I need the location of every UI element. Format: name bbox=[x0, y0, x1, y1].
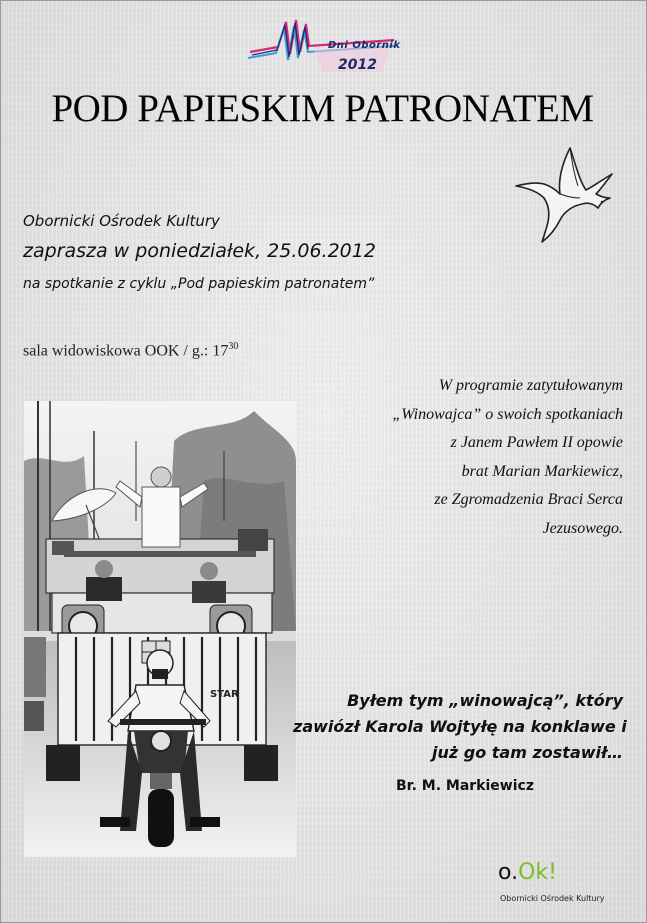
quote-author: Br. M. Markiewicz bbox=[396, 778, 534, 794]
logo-line-1: Dni Obornik bbox=[328, 40, 401, 51]
dove-icon bbox=[514, 146, 614, 246]
event-subtitle: na spotkanie z cyklu „Pod papieskim patronatem” bbox=[23, 276, 375, 292]
quote-line: już go tam zostawił… bbox=[432, 743, 623, 762]
program-line: z Janem Pawłem II opowie bbox=[450, 434, 623, 451]
venue-time-minutes: 30 bbox=[228, 341, 239, 352]
program-line: ze Zgromadzenia Braci Serca bbox=[434, 491, 623, 508]
pope-motorcade-photo bbox=[24, 401, 296, 857]
page-title: POD PAPIESKIM PATRONATEM bbox=[51, 87, 594, 130]
program-line: „Winowajca” o swoich spotkaniach bbox=[392, 405, 623, 423]
logo-year: 2012 bbox=[338, 57, 377, 73]
venue-time bbox=[23, 341, 238, 360]
ook-logo-prefix: o. bbox=[498, 860, 519, 885]
program-line: brat Marian Markiewicz, bbox=[461, 462, 623, 480]
organizer-name: Obornicki Ośrodek Kultury bbox=[23, 212, 220, 230]
quote-line: zawiózł Karola Wojtyłę na konklawe i bbox=[293, 717, 627, 736]
invitation-line: zaprasza w poniedziałek, 25.06.2012 bbox=[23, 240, 376, 262]
venue-text: sala widowiskowa OOK / g.: 17 bbox=[23, 342, 229, 360]
ook-logo-highlight: Ok! bbox=[518, 860, 557, 885]
vehicle-make-label: STAR bbox=[210, 689, 239, 700]
quote-line: Byłem tym „winowajcą”, który bbox=[347, 691, 623, 710]
program-line: Jezusowego. bbox=[542, 519, 623, 537]
ook-logo bbox=[498, 860, 557, 885]
quote bbox=[293, 688, 627, 766]
program-description bbox=[303, 372, 623, 543]
ook-name: Obornicki Ośrodek Kultury bbox=[500, 894, 605, 903]
program-line: W programie zatytułowanym bbox=[438, 377, 623, 394]
